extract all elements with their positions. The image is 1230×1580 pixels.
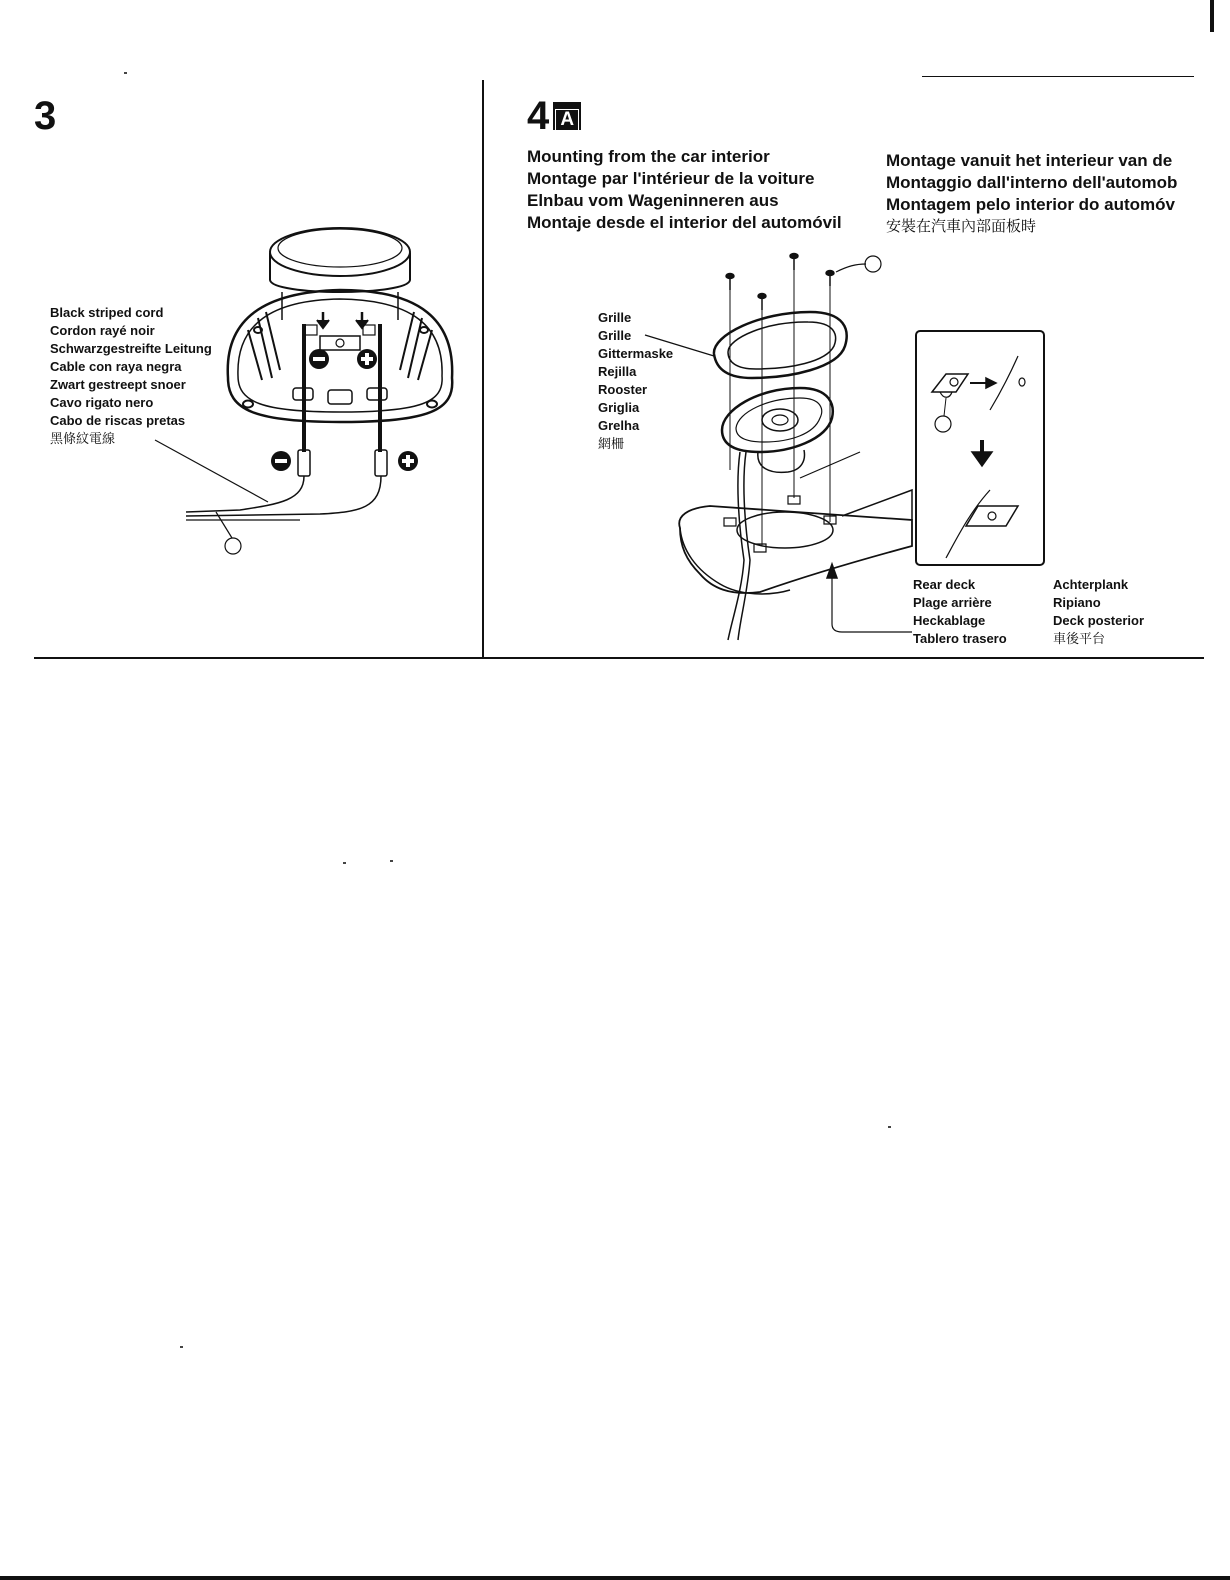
rear-deck-label: Deck posterior [1053,613,1145,628]
scan-speck [343,862,346,864]
cord-label: 黑條紋電線 [50,431,116,446]
cord-label: Cable con raya negra [50,359,182,374]
mounting-title: Montaje desde el interior del automóvil [527,213,842,232]
rear-deck-label: Achterplank [1053,577,1129,592]
grille-label: Griglia [598,400,640,415]
rear-deck-labels-right [1053,576,1144,648]
rear-deck-label: 車後平台 [1053,631,1106,646]
grille-label: 網柵 [598,436,625,451]
mounting-titles-left [527,146,842,234]
cord-label: Cabo de riscas pretas [50,413,186,428]
vertical-divider [482,80,484,658]
mounting-title: 安裝在汽車內部面板時 [886,218,1037,235]
grille-label: Rejilla [598,364,637,379]
bottom-divider [34,657,1204,659]
grille-label-list [598,309,673,453]
cord-label-list [50,304,212,448]
step-3-number: 3 [34,94,57,138]
top-right-rule [922,76,1194,77]
rear-deck-label: Tablero trasero [913,631,1007,646]
rear-deck-labels-left [913,576,1007,648]
rear-deck-label: Plage arrière [913,595,992,610]
rear-deck-label: Ripiano [1053,595,1101,610]
cord-label: Zwart gestreept snoer [50,377,186,392]
page-edge-mark [1210,0,1214,32]
grille-label: Grelha [598,418,640,433]
mounting-title: Montage vanuit het interieur van de [886,151,1173,170]
step-4-number: 4 [527,94,550,138]
scan-speck [888,1126,891,1128]
cord-label: Cavo rigato nero [50,395,154,410]
grille-label: Grille [598,328,632,343]
mounting-title: Elnbau vom Wageninneren aus [527,191,779,210]
step-badge-letter: A [555,109,579,133]
cord-label: Black striped cord [50,305,164,320]
scan-speck [180,1346,183,1348]
step-badge [553,102,581,130]
rear-deck-label: Rear deck [913,577,976,592]
grille-label: Grille [598,310,632,325]
step-4a-heading [527,96,581,136]
scan-speck [390,860,393,862]
cord-label: Cordon rayé noir [50,323,155,338]
mounting-title: Mounting from the car interior [527,147,770,166]
bottom-page-edge [0,1576,1230,1580]
grille-label: Rooster [598,382,648,397]
cord-label: Schwarzgestreifte Leitung [50,341,212,356]
rear-deck-label: Heckablage [913,613,986,628]
grille-ring [645,312,847,378]
mounting-title: Montagem pelo interior do automóv [886,195,1176,214]
scan-speck [124,72,127,74]
rear-deck-panel [679,452,912,632]
mounting-title: Montage par l'intérieur de la voiture [527,169,815,188]
mounting-titles-right [886,150,1200,238]
mounting-title: Montaggio dall'interno dell'automob [886,173,1178,192]
grille-label: Gittermaske [598,346,674,361]
clip-detail-inset [916,331,1044,565]
